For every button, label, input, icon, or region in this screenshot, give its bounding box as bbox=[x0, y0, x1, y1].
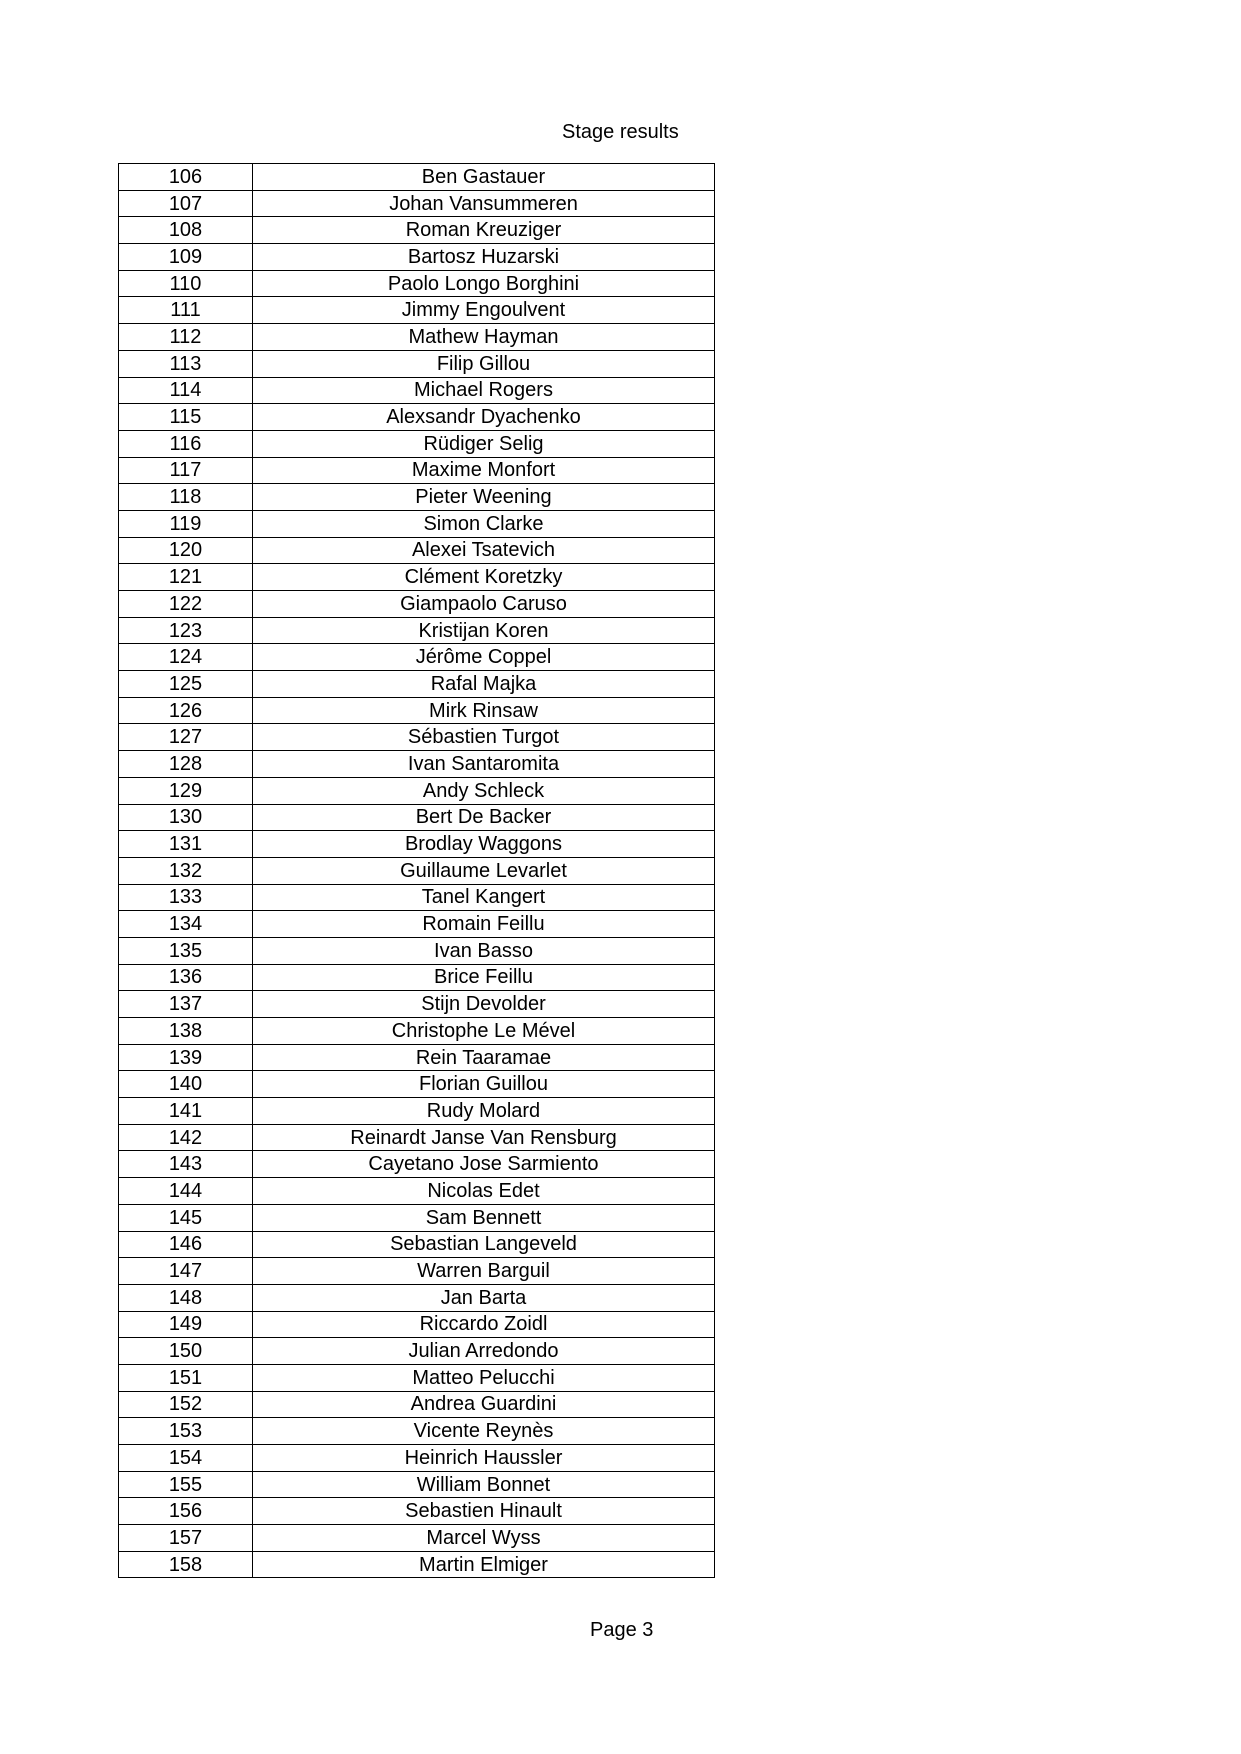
position-cell: 139 bbox=[119, 1044, 253, 1071]
position-cell: 118 bbox=[119, 484, 253, 511]
position-cell: 111 bbox=[119, 297, 253, 324]
table-row bbox=[119, 644, 715, 671]
rider-name-cell: Johan Vansummeren bbox=[253, 190, 715, 217]
rider-name-cell: Andrea Guardini bbox=[253, 1391, 715, 1418]
table-row bbox=[119, 1151, 715, 1178]
table-row bbox=[119, 350, 715, 377]
table-row bbox=[119, 991, 715, 1018]
position-cell: 154 bbox=[119, 1445, 253, 1472]
table-row bbox=[119, 1364, 715, 1391]
position-cell: 156 bbox=[119, 1498, 253, 1525]
table-row bbox=[119, 804, 715, 831]
position-cell: 131 bbox=[119, 831, 253, 858]
position-cell: 150 bbox=[119, 1338, 253, 1365]
position-cell: 135 bbox=[119, 937, 253, 964]
table-row bbox=[119, 1391, 715, 1418]
table-row bbox=[119, 324, 715, 351]
table-row bbox=[119, 297, 715, 324]
position-cell: 114 bbox=[119, 377, 253, 404]
position-cell: 138 bbox=[119, 1018, 253, 1045]
results-table-body bbox=[119, 164, 715, 1578]
rider-name-cell: Rüdiger Selig bbox=[253, 430, 715, 457]
rider-name-cell: Reinardt Janse Van Rensburg bbox=[253, 1124, 715, 1151]
table-row bbox=[119, 190, 715, 217]
rider-name-cell: William Bonnet bbox=[253, 1471, 715, 1498]
position-cell: 122 bbox=[119, 591, 253, 618]
table-row bbox=[119, 1338, 715, 1365]
table-row bbox=[119, 510, 715, 537]
rider-name-cell: Simon Clarke bbox=[253, 510, 715, 537]
position-cell: 116 bbox=[119, 430, 253, 457]
table-row bbox=[119, 857, 715, 884]
rider-name-cell: Julian Arredondo bbox=[253, 1338, 715, 1365]
position-cell: 130 bbox=[119, 804, 253, 831]
table-row bbox=[119, 164, 715, 191]
table-row bbox=[119, 484, 715, 511]
table-row bbox=[119, 1551, 715, 1578]
table-row bbox=[119, 724, 715, 751]
table-row bbox=[119, 1284, 715, 1311]
rider-name-cell: Romain Feillu bbox=[253, 911, 715, 938]
position-cell: 157 bbox=[119, 1525, 253, 1552]
position-cell: 117 bbox=[119, 457, 253, 484]
rider-name-cell: Brice Feillu bbox=[253, 964, 715, 991]
table-row bbox=[119, 270, 715, 297]
rider-name-cell: Pieter Weening bbox=[253, 484, 715, 511]
table-row bbox=[119, 1231, 715, 1258]
position-cell: 140 bbox=[119, 1071, 253, 1098]
table-row bbox=[119, 217, 715, 244]
rider-name-cell: Florian Guillou bbox=[253, 1071, 715, 1098]
position-cell: 147 bbox=[119, 1258, 253, 1285]
position-cell: 110 bbox=[119, 270, 253, 297]
table-row bbox=[119, 671, 715, 698]
rider-name-cell: Mathew Hayman bbox=[253, 324, 715, 351]
table-row bbox=[119, 1204, 715, 1231]
results-table bbox=[118, 163, 715, 1578]
table-row bbox=[119, 884, 715, 911]
position-cell: 129 bbox=[119, 777, 253, 804]
position-cell: 153 bbox=[119, 1418, 253, 1445]
position-cell: 134 bbox=[119, 911, 253, 938]
position-cell: 126 bbox=[119, 697, 253, 724]
position-cell: 137 bbox=[119, 991, 253, 1018]
position-cell: 132 bbox=[119, 857, 253, 884]
table-row bbox=[119, 377, 715, 404]
table-row bbox=[119, 1124, 715, 1151]
rider-name-cell: Filip Gillou bbox=[253, 350, 715, 377]
table-row bbox=[119, 1445, 715, 1472]
position-cell: 142 bbox=[119, 1124, 253, 1151]
table-row bbox=[119, 537, 715, 564]
table-row bbox=[119, 244, 715, 271]
position-cell: 152 bbox=[119, 1391, 253, 1418]
table-row bbox=[119, 1098, 715, 1125]
table-row bbox=[119, 777, 715, 804]
rider-name-cell: Ivan Basso bbox=[253, 937, 715, 964]
position-cell: 109 bbox=[119, 244, 253, 271]
position-cell: 149 bbox=[119, 1311, 253, 1338]
table-row bbox=[119, 591, 715, 618]
position-cell: 106 bbox=[119, 164, 253, 191]
table-row bbox=[119, 937, 715, 964]
rider-name-cell: Sam Bennett bbox=[253, 1204, 715, 1231]
position-cell: 112 bbox=[119, 324, 253, 351]
position-cell: 151 bbox=[119, 1364, 253, 1391]
table-row bbox=[119, 1471, 715, 1498]
rider-name-cell: Vicente Reynès bbox=[253, 1418, 715, 1445]
table-row bbox=[119, 1178, 715, 1205]
rider-name-cell: Giampaolo Caruso bbox=[253, 591, 715, 618]
position-cell: 148 bbox=[119, 1284, 253, 1311]
table-row bbox=[119, 1071, 715, 1098]
position-cell: 121 bbox=[119, 564, 253, 591]
rider-name-cell: Jan Barta bbox=[253, 1284, 715, 1311]
position-cell: 136 bbox=[119, 964, 253, 991]
rider-name-cell: Sebastian Langeveld bbox=[253, 1231, 715, 1258]
position-cell: 145 bbox=[119, 1204, 253, 1231]
rider-name-cell: Ben Gastauer bbox=[253, 164, 715, 191]
table-row bbox=[119, 1018, 715, 1045]
rider-name-cell: Andy Schleck bbox=[253, 777, 715, 804]
table-row bbox=[119, 564, 715, 591]
rider-name-cell: Roman Kreuziger bbox=[253, 217, 715, 244]
position-cell: 123 bbox=[119, 617, 253, 644]
table-row bbox=[119, 1418, 715, 1445]
rider-name-cell: Alexei Tsatevich bbox=[253, 537, 715, 564]
rider-name-cell: Brodlay Waggons bbox=[253, 831, 715, 858]
position-cell: 144 bbox=[119, 1178, 253, 1205]
position-cell: 155 bbox=[119, 1471, 253, 1498]
rider-name-cell: Rein Taaramae bbox=[253, 1044, 715, 1071]
table-row bbox=[119, 697, 715, 724]
rider-name-cell: Cayetano Jose Sarmiento bbox=[253, 1151, 715, 1178]
position-cell: 133 bbox=[119, 884, 253, 911]
position-cell: 125 bbox=[119, 671, 253, 698]
position-cell: 158 bbox=[119, 1551, 253, 1578]
table-row bbox=[119, 831, 715, 858]
position-cell: 108 bbox=[119, 217, 253, 244]
position-cell: 107 bbox=[119, 190, 253, 217]
table-row bbox=[119, 1525, 715, 1552]
table-row bbox=[119, 1044, 715, 1071]
rider-name-cell: Paolo Longo Borghini bbox=[253, 270, 715, 297]
position-cell: 113 bbox=[119, 350, 253, 377]
position-cell: 120 bbox=[119, 537, 253, 564]
rider-name-cell: Michael Rogers bbox=[253, 377, 715, 404]
position-cell: 119 bbox=[119, 510, 253, 537]
rider-name-cell: Jérôme Coppel bbox=[253, 644, 715, 671]
rider-name-cell: Maxime Monfort bbox=[253, 457, 715, 484]
rider-name-cell: Bartosz Huzarski bbox=[253, 244, 715, 271]
rider-name-cell: Mirk Rinsaw bbox=[253, 697, 715, 724]
position-cell: 128 bbox=[119, 751, 253, 778]
position-cell: 141 bbox=[119, 1098, 253, 1125]
rider-name-cell: Rafal Majka bbox=[253, 671, 715, 698]
rider-name-cell: Matteo Pelucchi bbox=[253, 1364, 715, 1391]
rider-name-cell: Clément Koretzky bbox=[253, 564, 715, 591]
table-row bbox=[119, 1258, 715, 1285]
rider-name-cell: Heinrich Haussler bbox=[253, 1445, 715, 1472]
table-row bbox=[119, 617, 715, 644]
table-row bbox=[119, 404, 715, 431]
rider-name-cell: Stijn Devolder bbox=[253, 991, 715, 1018]
rider-name-cell: Ivan Santaromita bbox=[253, 751, 715, 778]
rider-name-cell: Guillaume Levarlet bbox=[253, 857, 715, 884]
rider-name-cell: Riccardo Zoidl bbox=[253, 1311, 715, 1338]
rider-name-cell: Sebastien Hinault bbox=[253, 1498, 715, 1525]
rider-name-cell: Sébastien Turgot bbox=[253, 724, 715, 751]
position-cell: 143 bbox=[119, 1151, 253, 1178]
rider-name-cell: Christophe Le Mével bbox=[253, 1018, 715, 1045]
rider-name-cell: Nicolas Edet bbox=[253, 1178, 715, 1205]
table-row bbox=[119, 1311, 715, 1338]
table-row bbox=[119, 964, 715, 991]
rider-name-cell: Marcel Wyss bbox=[253, 1525, 715, 1552]
rider-name-cell: Jimmy Engoulvent bbox=[253, 297, 715, 324]
page-title: Stage results bbox=[562, 121, 679, 143]
table-row bbox=[119, 1498, 715, 1525]
rider-name-cell: Martin Elmiger bbox=[253, 1551, 715, 1578]
position-cell: 127 bbox=[119, 724, 253, 751]
table-row bbox=[119, 751, 715, 778]
rider-name-cell: Kristijan Koren bbox=[253, 617, 715, 644]
rider-name-cell: Bert De Backer bbox=[253, 804, 715, 831]
rider-name-cell: Tanel Kangert bbox=[253, 884, 715, 911]
table-row bbox=[119, 911, 715, 938]
table-row bbox=[119, 430, 715, 457]
position-cell: 115 bbox=[119, 404, 253, 431]
position-cell: 124 bbox=[119, 644, 253, 671]
table-row bbox=[119, 457, 715, 484]
rider-name-cell: Rudy Molard bbox=[253, 1098, 715, 1125]
position-cell: 146 bbox=[119, 1231, 253, 1258]
rider-name-cell: Alexsandr Dyachenko bbox=[253, 404, 715, 431]
rider-name-cell: Warren Barguil bbox=[253, 1258, 715, 1285]
page-number: Page 3 bbox=[590, 1619, 654, 1641]
